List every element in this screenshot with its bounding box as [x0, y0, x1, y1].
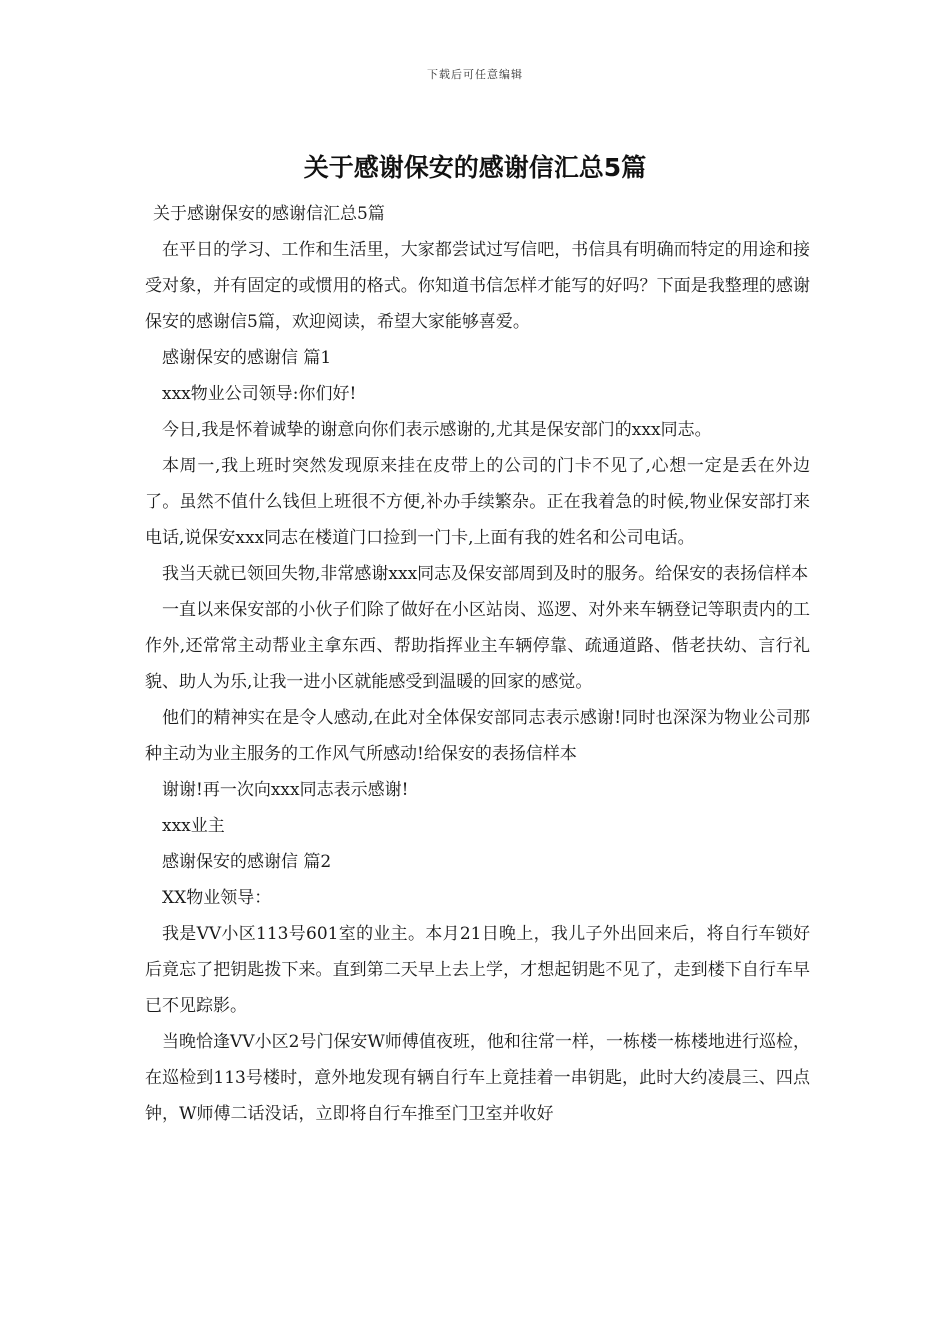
salutation-1: xxx物业公司领导:你们好! [162, 384, 357, 404]
signature: xxx业主 [162, 816, 225, 836]
header-note: 下载后可任意编辑 [427, 68, 523, 81]
body-paragraph: 他们的精神实在是令人感动,在此对全体保安部同志表示感谢!同时也深深为物业公司那种主动为业主服务的工作风气所感动!给保安的表扬信样本 [145, 708, 810, 764]
body-paragraph: 我是VV小区113号601室的业主。本月21日晚上，我儿子外出回来后，将自行车锁好后竟忘了把钥匙拨下来。直到第二天早上去上学，才想起钥匙不见了，走到楼下自行车早已不见踪影。 [145, 924, 810, 1016]
body-paragraph: 一直以来保安部的小伙子们除了做好在小区站岗、巡逻、对外来车辆登记等职责内的工作外,还常常主动帮业主拿东西、帮助指挥业主车辆停靠、疏通道路、偕老扶幼、言行礼貌、助人为乐,让我一进小区就能感受到温暖的回家的感觉。 [145, 600, 810, 692]
section-heading-2: 感谢保安的感谢信 篇2 [162, 852, 332, 872]
section-heading-1: 感谢保安的感谢信 篇1 [162, 348, 332, 368]
document-body [145, 196, 810, 1132]
document-title: 关于感谢保安的感谢信汇总5篇 [303, 153, 647, 182]
body-paragraph: 我当天就已领回失物,非常感谢xxx同志及保安部周到及时的服务。给保安的表扬信样本 [162, 564, 809, 584]
subtitle-paragraph: 关于感谢保安的感谢信汇总5篇 [153, 204, 385, 224]
body-paragraph: 本周一,我上班时突然发现原来挂在皮带上的公司的门卡不见了,心想一定是丢在外边了。虽然不值什么钱但上班很不方便,补办手续繁杂。正在我着急的时候,物业保安部打来电话,说保安xxx同志在楼道门口捡到一门卡,上面有我的姓名和公司电话。 [145, 456, 810, 548]
closing-line: 谢谢!再一次向xxx同志表示感谢! [162, 780, 409, 800]
intro-paragraph: 在平日的学习、工作和生活里，大家都尝试过写信吧，书信具有明确而特定的用途和接受对象，并有固定的或惯用的格式。你知道书信怎样才能写的好吗？下面是我整理的感谢保安的感谢信5篇，欢迎阅读，希望大家能够喜爱。 [145, 240, 810, 332]
body-paragraph: 当晚恰逢VV小区2号门保安W师傅值夜班，他和往常一样，一栋楼一栋楼地进行巡检，在巡检到113号楼时，意外地发现有辆自行车上竟挂着一串钥匙，此时大约凌晨三、四点钟，W师傅二话没话，立即将自行车推至门卫室并收好 [145, 1032, 810, 1124]
salutation-2: XX物业领导： [162, 888, 272, 908]
body-paragraph: 今日,我是怀着诚挚的谢意向你们表示感谢的,尤其是保安部门的xxx同志。 [162, 420, 712, 440]
